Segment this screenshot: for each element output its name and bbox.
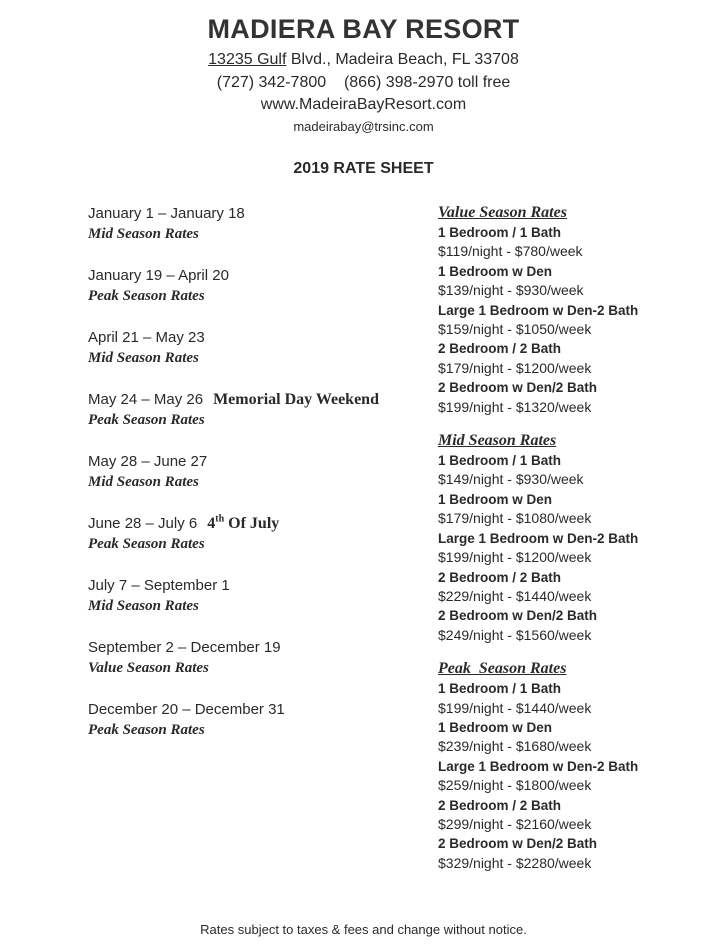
phone-local: (727) 342-7800 xyxy=(216,74,327,91)
event-text: Of July xyxy=(224,515,280,532)
period-dates: May 24 – May 26 xyxy=(88,391,204,408)
period-item xyxy=(88,699,418,761)
resort-title: MADIERA BAY RESORT xyxy=(207,14,520,44)
period-item xyxy=(88,637,418,699)
period-item xyxy=(88,513,418,575)
period-dates: January 19 – April 20 xyxy=(88,267,229,284)
unit-price: $199/night - $1440/week xyxy=(438,699,592,716)
period-rate: Mid Season Rates xyxy=(88,226,199,242)
period-rate: Peak Season Rates xyxy=(88,412,205,428)
season-title: Value Season Rates xyxy=(438,204,567,221)
unit-name: 2 Bedroom w Den/2 Bath xyxy=(438,836,598,852)
period-item xyxy=(88,451,418,513)
footer-note: Rates subject to taxes & fees and change without notice. xyxy=(200,922,527,937)
unit-price: $199/night - $1320/week xyxy=(438,398,592,415)
season-schedule xyxy=(88,203,418,761)
unit-name: 2 Bedroom w Den/2 Bath xyxy=(438,608,598,624)
unit-name: 2 Bedroom / 2 Bath xyxy=(438,569,562,585)
phone-numbers xyxy=(0,74,727,92)
unit-name: 1 Bedroom / 1 Bath xyxy=(438,453,562,469)
period-event xyxy=(207,515,279,532)
period-rate: Mid Season Rates xyxy=(88,598,199,614)
event-ordinal: th xyxy=(215,513,225,525)
address-city: Blvd., Madeira Beach, FL 33708 xyxy=(286,51,519,68)
period-dates: December 20 – December 31 xyxy=(88,701,285,718)
unit-price: $249/night - $1560/week xyxy=(438,626,592,643)
unit-name: 2 Bedroom / 2 Bath xyxy=(438,797,562,813)
unit-name: 1 Bedroom w Den xyxy=(438,491,553,507)
period-item xyxy=(88,389,418,451)
unit-price: $139/night - $930/week xyxy=(438,282,584,299)
email: madeirabay@trsinc.com xyxy=(293,119,434,134)
period-item xyxy=(88,327,418,389)
mid-season-block xyxy=(438,430,718,645)
period-dates: September 2 – December 19 xyxy=(88,639,281,656)
unit-name: 2 Bedroom w Den/2 Bath xyxy=(438,380,598,396)
peak-season-block xyxy=(438,658,718,873)
unit-price: $179/night - $1200/week xyxy=(438,359,592,376)
period-dates: January 1 – January 18 xyxy=(88,205,245,222)
unit-name: 1 Bedroom w Den xyxy=(438,263,553,279)
period-item xyxy=(88,203,418,265)
value-season-block xyxy=(438,202,718,417)
unit-price: $259/night - $1800/week xyxy=(438,777,592,794)
period-rate: Peak Season Rates xyxy=(88,288,205,304)
period-rate: Mid Season Rates xyxy=(88,474,199,490)
unit-name: 1 Bedroom w Den xyxy=(438,719,553,735)
unit-price: $149/night - $930/week xyxy=(438,471,584,488)
season-title: Peak Season Rates xyxy=(438,660,567,678)
period-rate: Mid Season Rates xyxy=(88,350,199,366)
period-dates: July 7 – September 1 xyxy=(88,577,230,594)
period-rate: Value Season Rates xyxy=(88,660,209,676)
unit-name: Large 1 Bedroom w Den-2 Bath xyxy=(438,302,639,318)
period-dates-line xyxy=(88,389,418,410)
period-dates: June 28 – July 6 xyxy=(88,515,198,532)
unit-price: $299/night - $2160/week xyxy=(438,815,592,832)
unit-price: $239/night - $1680/week xyxy=(438,738,592,755)
website: www.MadeiraBayResort.com xyxy=(260,96,467,113)
unit-name: Large 1 Bedroom w Den-2 Bath xyxy=(438,530,639,546)
unit-price: $199/night - $1200/week xyxy=(438,549,592,566)
unit-name: 1 Bedroom / 1 Bath xyxy=(438,225,562,240)
unit-price: $119/night - $780/week xyxy=(438,243,583,260)
period-rate: Peak Season Rates xyxy=(88,722,205,738)
unit-name: 1 Bedroom / 1 Bath xyxy=(438,681,562,697)
period-item xyxy=(88,265,418,327)
unit-price: $329/night - $2280/week xyxy=(438,854,592,871)
unit-price: $229/night - $1440/week xyxy=(438,587,592,604)
phone-tollfree: (866) 398-2970 toll free xyxy=(343,74,511,91)
period-rate: Peak Season Rates xyxy=(88,536,205,552)
address-street: 13235 Gulf xyxy=(208,51,287,68)
season-title: Mid Season Rates xyxy=(438,432,557,450)
period-dates: May 28 – June 27 xyxy=(88,453,208,470)
rate-tables xyxy=(438,202,718,886)
unit-name: Large 1 Bedroom w Den-2 Bath xyxy=(438,758,639,774)
event-number: 4 xyxy=(207,515,216,532)
period-dates: April 21 – May 23 xyxy=(88,329,205,346)
unit-name: 2 Bedroom / 2 Bath xyxy=(438,341,562,357)
sheet-title: 2019 RATE SHEET xyxy=(293,160,434,177)
period-event: Memorial Day Weekend xyxy=(213,391,379,408)
period-item xyxy=(88,575,418,637)
unit-price: $179/night - $1080/week xyxy=(438,510,592,527)
unit-price: $159/night - $1050/week xyxy=(438,321,592,338)
period-dates-line xyxy=(88,513,418,534)
address xyxy=(0,51,727,69)
